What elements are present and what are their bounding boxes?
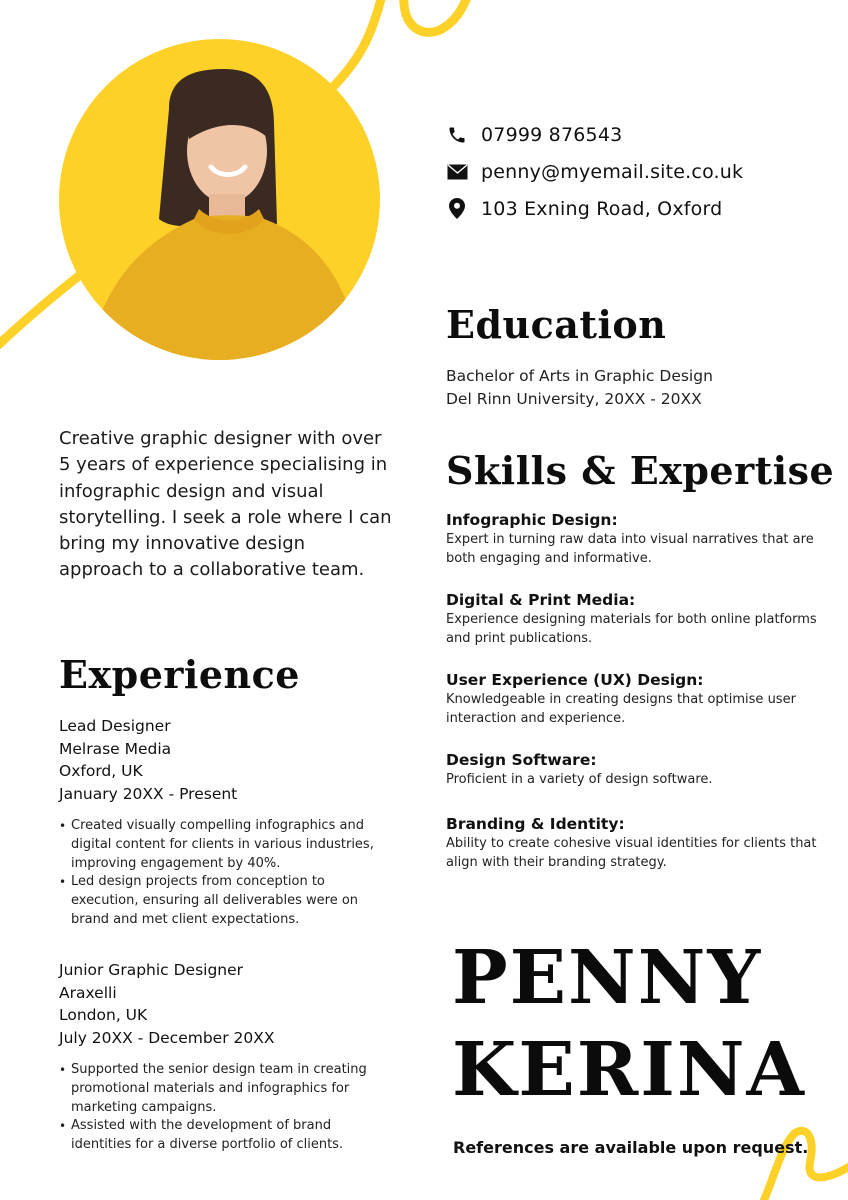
job-bullet: • Supported the senior design team in creating promotional materials and infographics for marketing campaigns. (59, 1061, 379, 1117)
job-title: Junior Graphic Designer (59, 961, 244, 979)
skill-description: Experience designing materials for both online platforms and print publications. (446, 612, 817, 646)
skill-item (446, 510, 826, 568)
skills-heading: Skills & Expertise (446, 448, 835, 493)
skill-description: Ability to create cohesive visual identities for clients that align with their branding strategy. (446, 836, 817, 870)
skill-item (446, 814, 826, 872)
skill-description: Expert in turning raw data into visual narratives that are both engaging and informative. (446, 532, 814, 566)
person-illustration (59, 39, 380, 360)
skill-name: Branding & Identity: (446, 815, 625, 833)
skill-name: Design Software: (446, 751, 597, 769)
job-dates: January 20XX - Present (59, 784, 238, 803)
job-bullets (59, 817, 379, 930)
job-location: Oxford, UK (59, 762, 143, 780)
skill-name: User Experience (UX) Design: (446, 671, 704, 689)
contact-address (446, 190, 743, 227)
skill-description: Knowledgeable in creating designs that optimise user interaction and experience. (446, 692, 796, 726)
job-company: Melrase Media (59, 739, 172, 758)
job-entry (59, 959, 379, 1155)
job-company: Araxelli (59, 983, 117, 1002)
skill-name: Infographic Design: (446, 511, 618, 529)
map-pin-icon (446, 198, 468, 220)
profile-summary: Creative graphic designer with over 5 years of experience specialising in infographic design and visual storytelling. I seek a role where I can bring my innovative design approach to a collaborative team. (59, 428, 392, 581)
job-title: Lead Designer (59, 717, 171, 735)
contact-email (446, 153, 743, 190)
job-bullet: • Created visually compelling infographics and digital content for clients in various industries, improving engagement by 40%. (59, 817, 379, 873)
job-bullet: • Assisted with the development of brand identities for a diverse portfolio of clients. (59, 1117, 379, 1155)
experience-heading: Experience (59, 652, 300, 697)
candidate-name (452, 932, 806, 1116)
references-note: References are available upon request. (453, 1138, 809, 1157)
skill-description: Proficient in a variety of design software. (446, 772, 713, 787)
first-name: PENNY (452, 935, 763, 1021)
street-address: 103 Exning Road, Oxford (481, 197, 723, 220)
phone-icon (446, 124, 468, 146)
skill-item (446, 750, 826, 789)
education-details (446, 365, 713, 411)
job-bullet: • Led design projects from conception to execution, ensuring all deliverables were on brand and met client expectations. (59, 873, 379, 929)
education-heading: Education (446, 302, 667, 347)
last-name: KERINA (452, 1027, 806, 1113)
job-bullets (59, 1061, 379, 1155)
contact-phone (446, 116, 743, 153)
profile-photo (59, 39, 380, 360)
skill-item (446, 590, 826, 648)
job-location: London, UK (59, 1006, 148, 1024)
skill-name: Digital & Print Media: (446, 591, 636, 609)
skill-item (446, 670, 826, 728)
education-school: Del Rinn University, 20XX - 20XX (446, 390, 702, 408)
job-dates: July 20XX - December 20XX (59, 1028, 275, 1047)
contact-info (446, 116, 743, 227)
job-entry (59, 715, 379, 930)
education-degree: Bachelor of Arts in Graphic Design (446, 367, 713, 385)
envelope-icon (446, 161, 468, 183)
email-address[interactable]: penny@myemail.site.co.uk (481, 160, 744, 183)
skills-list (446, 510, 826, 894)
phone-number[interactable]: 07999 876543 (481, 123, 623, 146)
